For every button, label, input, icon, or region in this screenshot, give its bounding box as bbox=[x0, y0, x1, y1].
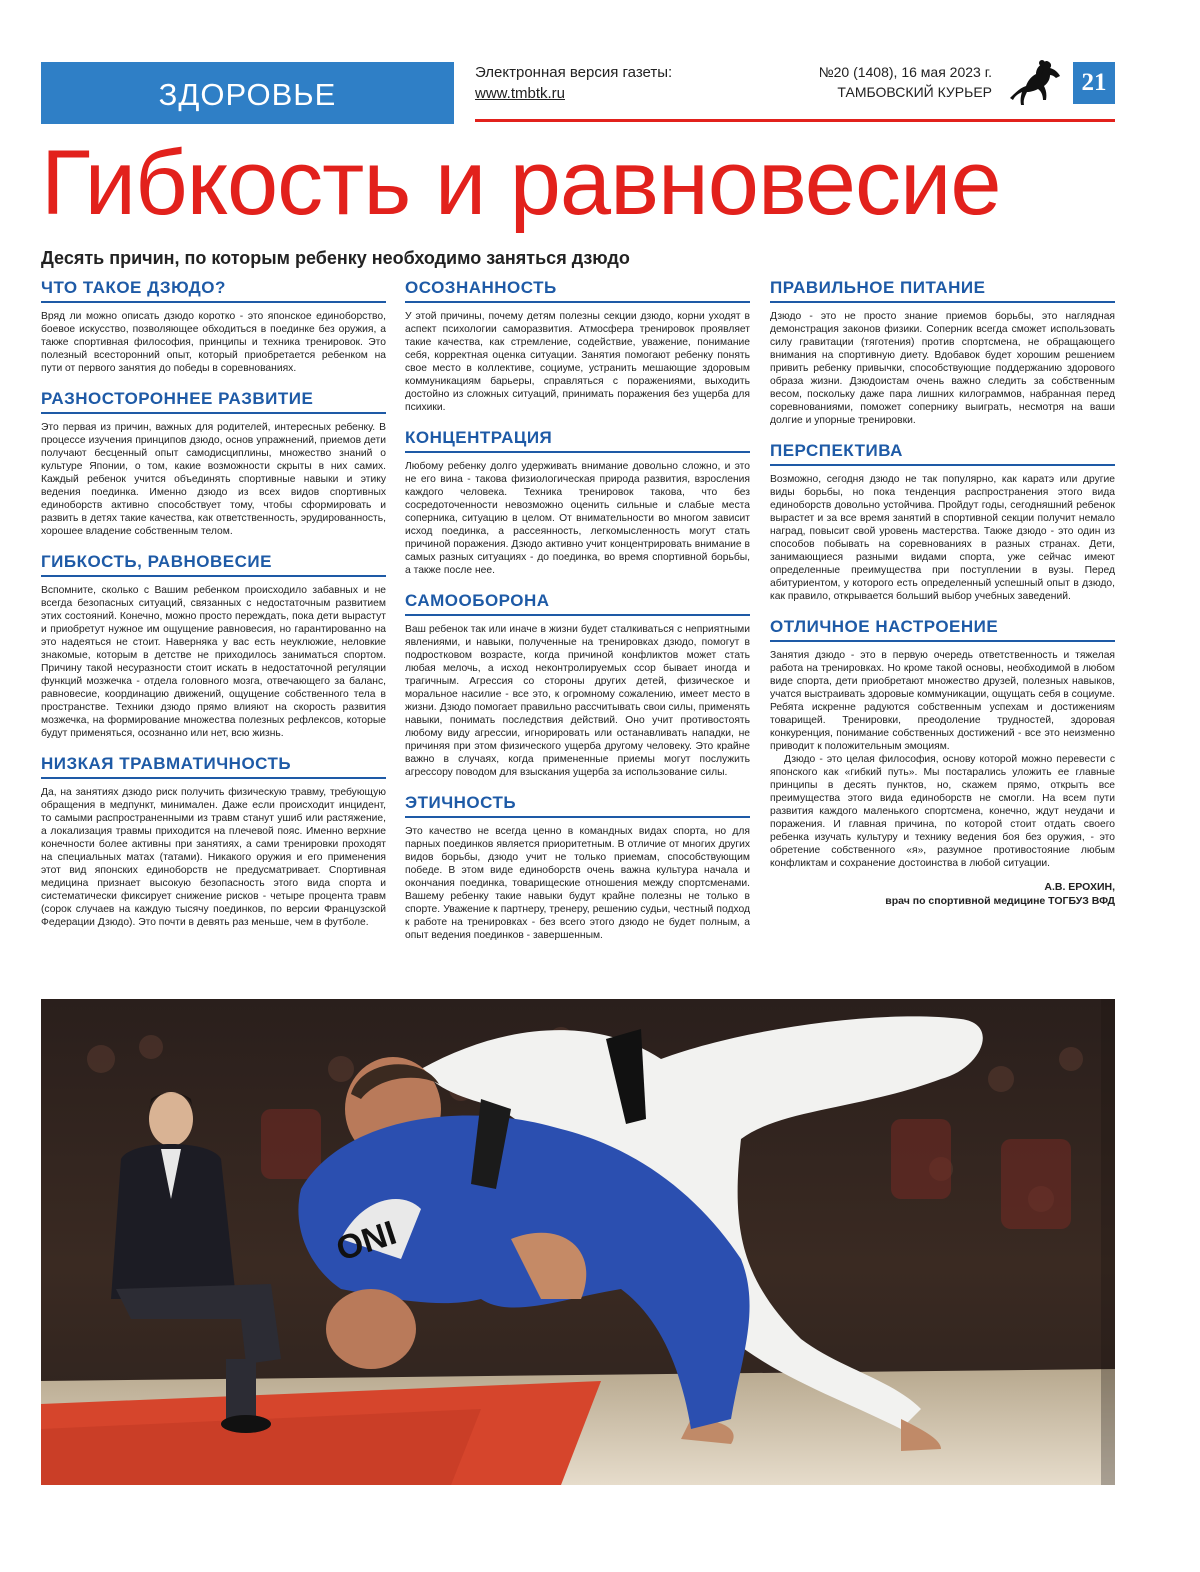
section-low-injury bbox=[41, 752, 386, 929]
section-what-is-judo bbox=[41, 276, 386, 375]
rubric-label: ЗДОРОВЬЕ bbox=[158, 77, 337, 112]
section-text-conclusion: Дзюдо - это целая философия, основу которой можно перевести с японского как «гибкий путь». Мы постарались уложить ее главные принципы в десять пунктов, но, скажем прямо, открыть все преимущества этого вида единоборств не смогли. На всем пути развития каждого маленького спортсмена, конечно, ждут неудачи и поражения. И главная причина, по которой стоит отдать своего ребенка изучать культуру и технику ведения боя без оружия, - это обретение собственного «я», разумное противостояние любым конфликтам и сохранение достоинства в любой ситуации. bbox=[770, 754, 1115, 869]
back-lettering: ONI bbox=[331, 1213, 401, 1269]
section-heading: ГИБКОСТЬ, РАВНОВЕСИЕ bbox=[41, 550, 386, 577]
section-versatile-development bbox=[41, 387, 386, 538]
section-heading: РАЗНОСТОРОННЕЕ РАЗВИТИЕ bbox=[41, 387, 386, 414]
section-self-defense bbox=[405, 589, 750, 779]
author-name: А.В. ЕРОХИН, bbox=[1044, 881, 1115, 893]
newspaper-name: ТАМБОВСКИЙ КУРЬЕР bbox=[837, 84, 992, 100]
section-heading: ЭТИЧНОСТЬ bbox=[405, 791, 750, 818]
section-good-mood bbox=[770, 615, 1115, 870]
section-heading: ОСОЗНАННОСТЬ bbox=[405, 276, 750, 303]
section-heading: ПЕРСПЕКТИВА bbox=[770, 439, 1115, 466]
edition-label: Электронная версия газеты: bbox=[475, 64, 673, 81]
column-3 bbox=[770, 276, 1115, 908]
column-2 bbox=[405, 276, 750, 954]
page-number: 21 bbox=[1073, 62, 1115, 104]
section-heading: ОТЛИЧНОЕ НАСТРОЕНИЕ bbox=[770, 615, 1115, 642]
section-text: Ваш ребенок так или иначе в жизни будет сталкиваться с неприятными явлениями, и навыки, полученные на тренировках дзюдо, помогут в подростковом возрасте, когда причиной конфликтов может стать любая мелочь, а исход неконтролируемых ссор бывает иногда и трагичным. Агрессия со стороны других детей, физическое и моральное насилие - все это, к огромному сожалению, имеет место в жизни. Дзюдо помогает правильно рассчитывать свои силы, применять навыки, понимать последствия действий. Оно учит противостоять любому виду агрессии, игнорировать или останавливать нападки, не причиняя при этом физического ущерба другому человеку. Это крайне важно в случаях, когда примененные приемы могут послужить агрессору поводом для взыскания ущерба за использование силы. bbox=[405, 624, 750, 778]
section-perspective bbox=[770, 439, 1115, 603]
edition-url-link[interactable]: www.tmbtk.ru bbox=[475, 85, 566, 102]
article-title: Гибкость и равновесие bbox=[41, 132, 1001, 234]
header-divider bbox=[475, 119, 1115, 122]
section-text: Занятия дзюдо - это в первую очередь ответственность и тяжелая работа на тренировках. Но кроме такой основы, необходимой в любом виде спорта, дети приобретают множество друзей, полезных навыков, учатся выстраивать здоровые коммуникации, ощущать себя в социуме. Ребята искренне радуются собственным успехам и достижениям товарищей. Тренировки, преодоление трудностей, здоровая конкуренция, понимание собственных достижений - все это неизменно приводит к положительным эмоциям. bbox=[770, 650, 1115, 752]
section-text: Это первая из причин, важных для родителей, интересных ребенку. В процессе изучения принципов дзюдо, основ упражнений, приемов дети получают бесценный опыт самодисциплины, множество знаний о культуре Японии, о том, какие возможности скрыты в них самих. Каждый ребенок учится объединять спортивные навыки и этику ведения поединка. Именно дзюдо из всех видов спортивных единоборств активно способствует тому, чтобы сформировать и развить в детях такие качества, как ответственность, эрудированность, хорошее владение собственным телом. bbox=[41, 422, 386, 537]
section-text: Вспомните, сколько с Вашим ребенком происходило забавных и не всегда безопасных ситуаций, связанных с недостаточным развитием этих состояний. Конечно, можно просто переждать, пока дети вырастут и приобретут нужное им ощущение равновесия, но гарантированно на это надеяться не стоит. Наверняка у вас есть неуклюжие, неловкие знакомые, которым в детстве не приходилось заниматься спортом. Причину такой несуразности стоит искать в недостаточной регуляции функций мозжечка - отдела головного мозга, отвечающего за баланс, равновесие, координацию движений, ощущение собственного тела в пространстве. Техники дзюдо прямо влияют на скорость развития мозжечка, на формирование множества полезных рефлексов, которые будут применяться, осознанно или нет, всю жизнь. bbox=[41, 585, 386, 739]
edition-info bbox=[475, 62, 672, 104]
horse-rider-icon bbox=[1006, 58, 1064, 108]
section-text: Возможно, сегодня дзюдо не так популярно, как каратэ или другие виды борьбы, но пока тенденция распространения этого вида единоборств довольно устойчива. Пройдут годы, сегодняшний ребенок вырастет и за все время занятий в спортивной секции получит немало наград, повысит свой уровень мастерства. Также дзюдо - это один из способов побывать на соревнованиях в разных странах. Дети, занимающиеся разными видами спорта, уже сейчас имеют определенные преимущества при поступлении в вузы. Перед абитуриентом, у которого есть определенный успешный опыт в дзюдо, как правило, открывается больший выбор учебных заведений. bbox=[770, 474, 1115, 602]
issue-info bbox=[780, 62, 992, 102]
section-text: Дзюдо - это не просто знание приемов борьбы, это наглядная демонстрация законов физики. Соперник всегда сможет использовать силу гравитации (тяготения) против спортсмена, не обращающего внимания на спортивную диету. Вдобавок будет хорошим решением привить ребенку привычки, способствующие поддержанию здорового образа жизни. Дзюдоистам очень важно следить за собственным весом, поскольку даже пара лишних килограммов, набранная перед соревнованиями, поможет сопернику выиграть, несмотря на ваши долгие и упорные тренировки. bbox=[770, 311, 1115, 426]
column-1 bbox=[41, 276, 386, 941]
section-text: Это качество не всегда ценно в командных видах спорта, но для парных поединков является приоритетным. В отличие от многих других видов борьбы, дзюдо учит не только приемам, способствующим победе. В этом виде единоборств очень важна культура начала и окончания поединка, товарищеские отношения между спортсменами. Вашему ребенку такие навыки будут крайне полезны не только в спорте. Уважение к партнеру, тренеру, решению судьи, честный подход к работе на тренировках - без всего этого дзюдо не будет полным, а опыт ведения поединков - завершенным. bbox=[405, 826, 750, 941]
section-heading: ПРАВИЛЬНОЕ ПИТАНИЕ bbox=[770, 276, 1115, 303]
section-text: Любому ребенку долго удерживать внимание довольно сложно, и это не его вина - такова физиологическая природа развития, взросления каждого человека. Техника тренировок такова, что без сосредоточенности невозможно оценить сильные и слабые места соперника, ситуацию в целом. От внимательности во многом зависит исход поединка, а рассеянность, легкомысленность могут стать причиной поражения. Дзюдо активно учит концентрировать внимание в самых разных ситуациях - до поединка, во время спортивной борьбы, а также после нее. bbox=[405, 461, 750, 576]
section-heading: НИЗКАЯ ТРАВМАТИЧНОСТЬ bbox=[41, 752, 386, 779]
section-ethics bbox=[405, 791, 750, 942]
issue-number: №20 (1408), 16 мая 2023 г. bbox=[818, 64, 992, 80]
author-position: врач по спортивной медицине ТОГБУЗ ВФД bbox=[885, 895, 1115, 907]
article-subtitle: Десять причин, по которым ребенку необходимо заняться дзюдо bbox=[41, 248, 630, 268]
section-text: Вряд ли можно описать дзюдо коротко - это японское единоборство, боевое искусство, позволяющее обходиться в поединке без оружия, а также спортивная философия, принципы и техника тренировок. Это полезный всесторонний опыт, который приобретается ребенком на пути от первого занятия до победы в соревнованиях. bbox=[41, 311, 386, 374]
section-awareness bbox=[405, 276, 750, 414]
photo-illustration bbox=[41, 999, 1115, 1485]
section-concentration bbox=[405, 426, 750, 577]
section-heading: КОНЦЕНТРАЦИЯ bbox=[405, 426, 750, 453]
section-nutrition bbox=[770, 276, 1115, 427]
section-text: У этой причины, почему детям полезны секции дзюдо, корни уходят в аспект психологии саморазвития. Атмосфера тренировок проявляет такие качества, как стремление, содействие, уважение, понимание себя, корректная оценка ситуации. Занятия помогают ребенку понять свое место в коллективе, социуме, устранить мешающие здоровым коммуникациям барьеры, справляться с поражениями, выходить достойно из сложных ситуаций, принимать поражения без ущерба для психики. bbox=[405, 311, 750, 413]
judo-throw-photo bbox=[41, 999, 1115, 1485]
section-flexibility-balance bbox=[41, 550, 386, 740]
section-heading: ЧТО ТАКОЕ ДЗЮДО? bbox=[41, 276, 386, 303]
section-heading: САМООБОРОНА bbox=[405, 589, 750, 616]
author-signature bbox=[770, 880, 1115, 908]
section-text: Да, на занятиях дзюдо риск получить физическую травму, требующую обращения в медпункт, минимален. Даже если происходит инцидент, то самыми распространенными из травм станут ушиб или растяжение, а локализация травмы приходится на плечевой пояс. Именно верхние конечности более активны при занятиях, а сами тренировки проходят на специальных матах (татами). Никакого оружия и его применения этот вид японских единоборств не предусматривает. Спортивная медицина признает высокую безопасность этого вида спорта и систематически фиксирует снижение рисков - четыре процента травм (сорок случаев на каждую тысячу поединков, по версии Французской Федерации Дзюдо). Это почти в девять раз меньше, чем в футболе. bbox=[41, 787, 386, 928]
rubric-banner bbox=[41, 62, 454, 124]
